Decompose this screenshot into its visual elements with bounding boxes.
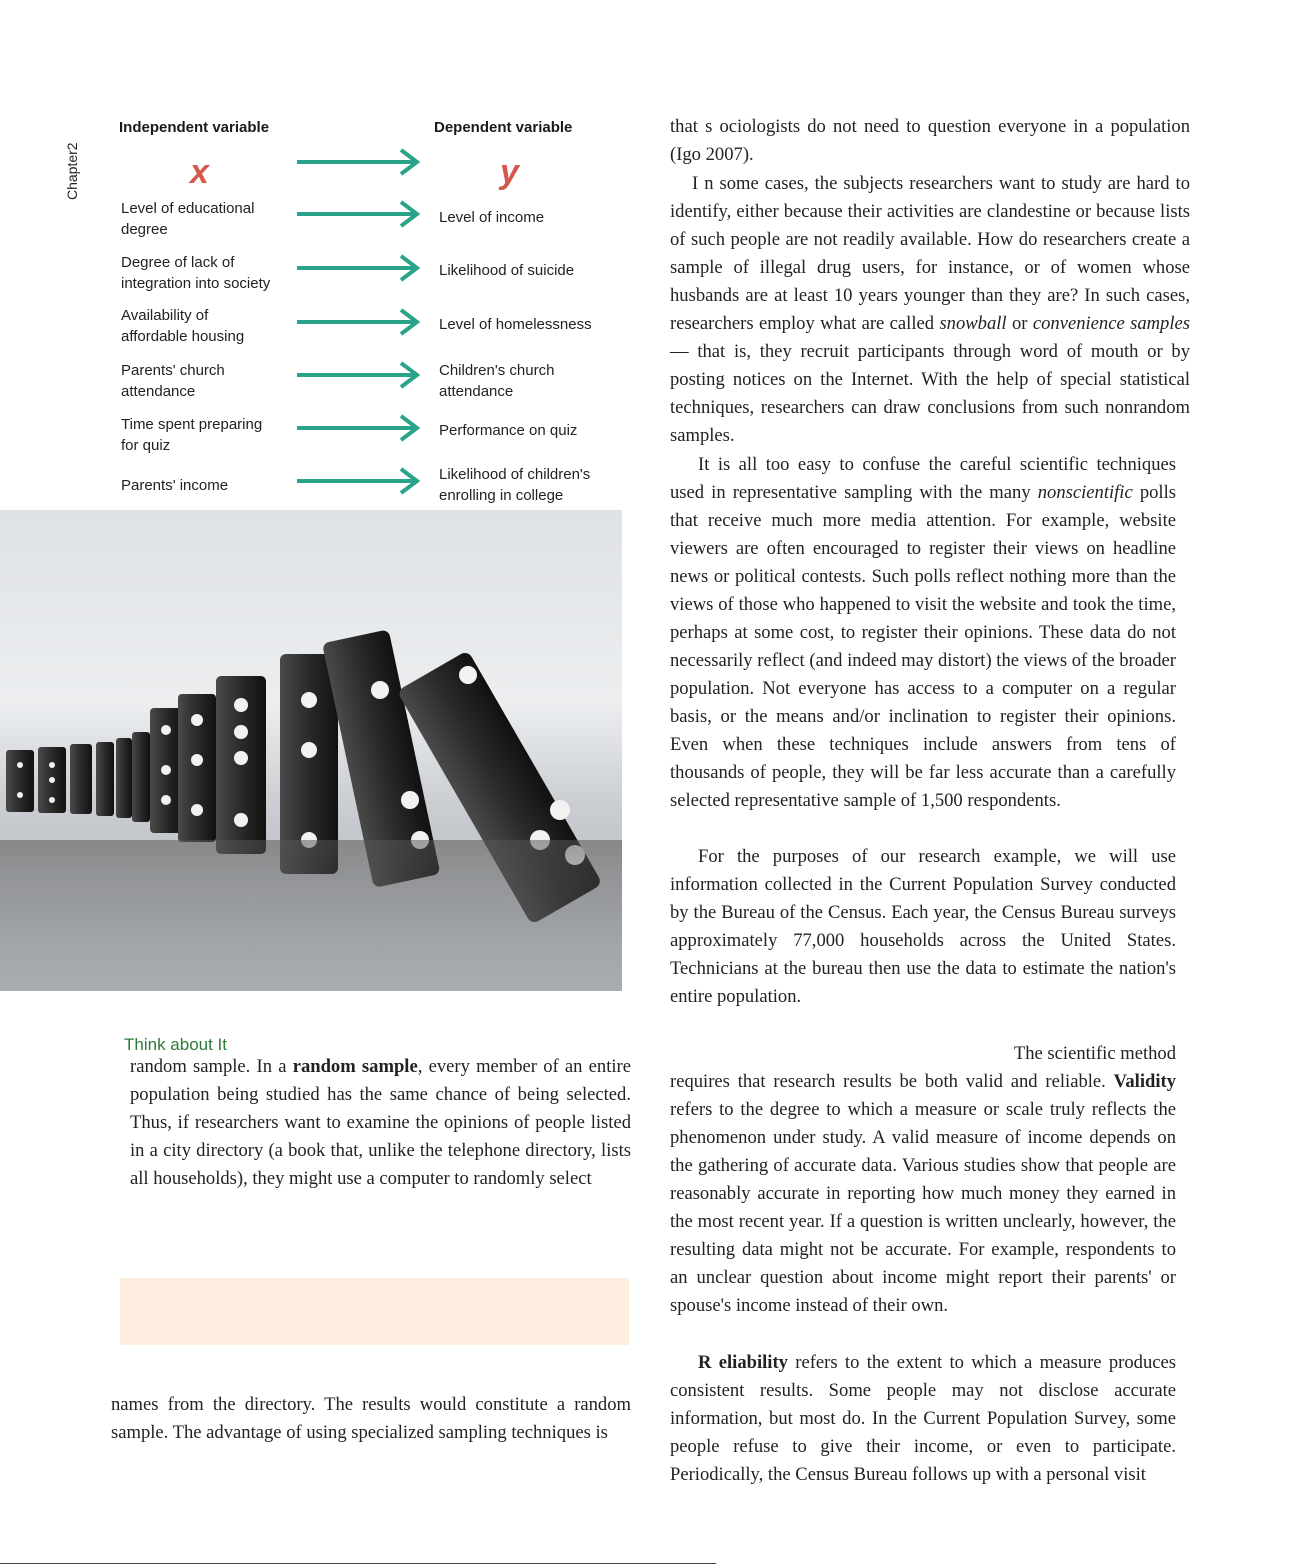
left-paragraph-1 xyxy=(130,1053,631,1193)
chapter-label: Chapter2 xyxy=(64,142,80,200)
para-text: or xyxy=(1011,313,1028,334)
dependent-item: Children's church attendance xyxy=(439,362,555,400)
para-text: random sample. In a xyxy=(130,1056,287,1077)
independent-item: Availability of affordable housing xyxy=(121,307,245,345)
dependent-item: Performance on quiz xyxy=(439,422,578,439)
arrow-icon xyxy=(297,361,423,389)
bottom-rule xyxy=(0,1563,716,1564)
dependent-item: Likelihood of children's enrolling in college xyxy=(439,466,591,504)
dependent-item: Level of homelessness xyxy=(439,316,592,333)
independent-item: Parents' income xyxy=(121,477,229,494)
independent-item: Level of educational degree xyxy=(121,200,255,238)
right-paragraph-2 xyxy=(670,170,1190,450)
para-text: It is all too easy to confuse the careful scientific techniques used in representative sampling with the many xyxy=(670,454,1176,503)
right-paragraph-3 xyxy=(670,451,1176,815)
left-paragraph-2: names from the directory. The results would constitute a random sample. The advantage of using specialized sampling techniques is xyxy=(111,1394,631,1443)
snowball-term: snowball xyxy=(939,313,1007,334)
arrow-icon xyxy=(297,200,423,228)
para-text: , every member of an entire population being studied has the same chance of being selected. Thus, if researchers want to examine the opinions of people listed in a city directory (a book that, unlike the telephone directory, lists all households), they might use a computer to randomly select xyxy=(130,1056,631,1189)
para-text: refers to the extent to which a measure produces consistent results. Some people may not disclose accurate information, but most do. In the Current Population Survey, some people refuse to give their income, or even to participate. Periodically, the Census Bureau follows up with a personal visit xyxy=(670,1352,1176,1485)
arrow-icon xyxy=(297,467,423,495)
x-symbol: x xyxy=(190,153,209,191)
para-text: refers to the degree to which a measure or scale truly reflects the phenomenon under study. A valid measure of income depends on the gathering of accurate data. Various studies show that people are reasonably accurate in reporting how much money they earned in the most recent year. If a question is written unclearly, however, the resulting data might not be accurate. For example, respondents to an unclear question about income might report their parents' or spouse's income instead of their own. xyxy=(670,1099,1176,1316)
right-paragraph-5 xyxy=(670,1040,1176,1320)
validity-term: Validity xyxy=(1113,1071,1177,1092)
arrow-icon xyxy=(297,254,423,282)
random-sample-term: random sample xyxy=(292,1056,418,1077)
dominoes-illustration xyxy=(0,510,622,991)
independent-variable-header: Independent variable xyxy=(119,119,270,136)
reliability-term: R eliability xyxy=(698,1352,788,1373)
independent-item: Degree of lack of integration into society xyxy=(121,254,271,292)
independent-item: Time spent preparing for quiz xyxy=(121,416,263,454)
y-symbol: y xyxy=(500,153,519,191)
callout-box xyxy=(120,1278,629,1345)
para-text: — that is, they recruit participants through word of mouth or by posting notices on the Internet. With the help of special statistical techniques, researchers can draw conclusions from such nonrandom samples. xyxy=(670,341,1190,446)
para-text: The scientific method xyxy=(1013,1043,1176,1064)
header-arrow-icon xyxy=(297,148,423,176)
dependent-item: Likelihood of suicide xyxy=(439,262,575,279)
right-paragraph-4: For the purposes of our research example, we will use information collected in the Current Population Survey conducted by the Bureau of the Census. Each year, the Census Bureau surveys approximately 77,000 households across the United States. Technicians at the bureau then use the data to estimate the nation's entire population. xyxy=(670,846,1176,1007)
dependent-item: Level of income xyxy=(439,209,545,226)
independent-item: Parents' church attendance xyxy=(121,362,225,400)
right-paragraph-1: that s ociologists do not need to question everyone in a population (Igo 2007). xyxy=(670,116,1190,165)
dependent-variable-header: Dependent variable xyxy=(434,119,573,136)
convenience-samples-term: convenience samples xyxy=(1032,313,1191,334)
dominoes-photo xyxy=(0,510,622,991)
arrow-icon xyxy=(297,414,423,442)
para-text: polls that receive much more media attention. For example, website viewers are often encouraged to register their views on headline news or political contests. Such polls reflect nothing more than the views of those who happened to visit the website and took the time, perhaps at some cost, to register their opinions. These data do not necessarily reflect (and indeed may distort) the views of the broader population. Not everyone has access to a computer on a regular basis, or the means and/or inclination to register their opinions. Even when these techniques include answers from tens of thousands of people, they will be far less accurate than a carefully selected representative sample of 1,500 respondents. xyxy=(670,482,1176,811)
para-text: I n some cases, the subjects researchers want to study are hard to identify, either because their activities are clandestine or because lists of such people are not readily available. How do researchers create a sample of illegal drug users, for instance, or of women whose husbands are at least 10 years younger than they are? In such cases, researchers employ what are called xyxy=(670,173,1190,334)
arrow-icon xyxy=(297,308,423,336)
para-text: requires that research results be both valid and reliable. xyxy=(670,1071,1106,1092)
right-paragraph-6 xyxy=(670,1349,1176,1489)
nonscientific-term: nonscientific xyxy=(1037,482,1133,503)
caption-title: Think about It xyxy=(124,1035,228,1054)
